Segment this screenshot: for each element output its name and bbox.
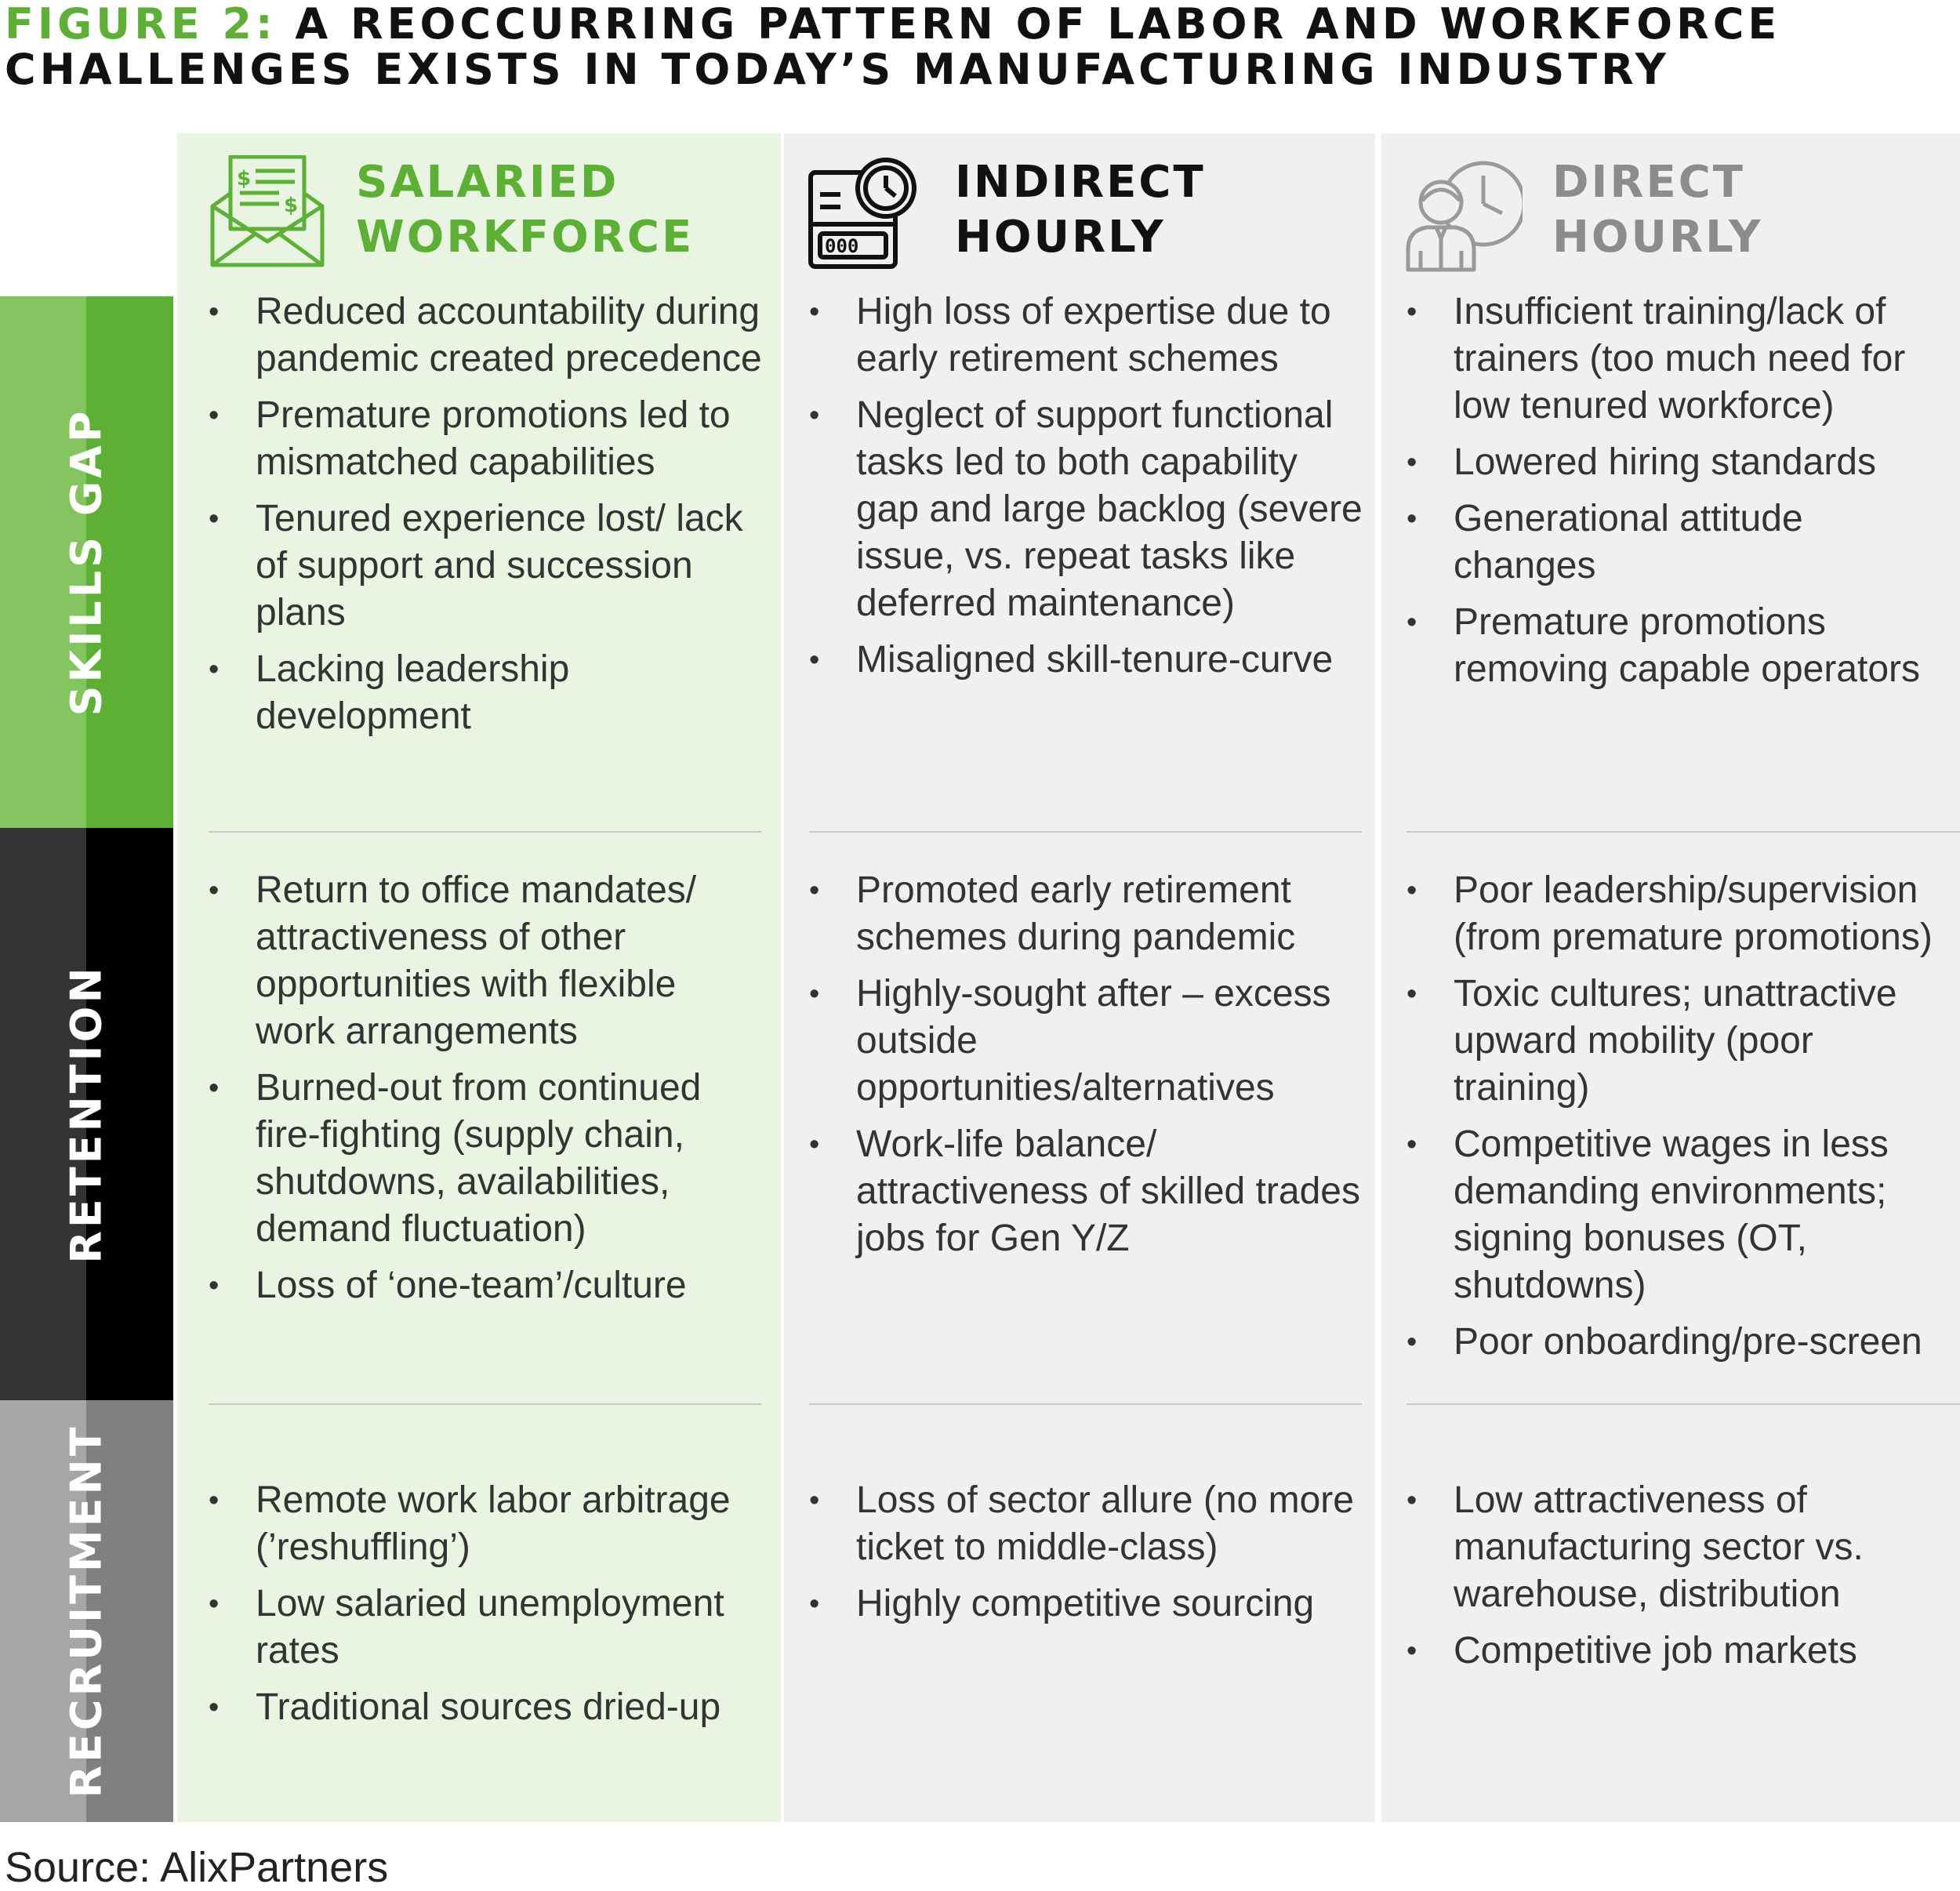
column-header-salaried: [209, 155, 773, 273]
list-item: • Low salaried unemployment rates: [209, 1581, 765, 1675]
list-item: • Loss of sector allure (no more ticket to middle-class): [809, 1477, 1367, 1571]
cell-skills-gap-salaried: [209, 289, 765, 750]
column-title-salaried: SALARIED WORKFORCE: [356, 157, 695, 263]
list-item: • Generational attitude changes: [1406, 495, 1955, 590]
list-item: • Return to office mandates/ attractiveness of other opportunities with flexible work arrangements: [209, 867, 765, 1055]
list-item: • Highly competitive sourcing: [809, 1581, 1367, 1628]
column-title-direct-hourly: DIRECT HOURLY: [1552, 157, 1763, 263]
row-divider: [809, 831, 1362, 833]
svg-text:$: $: [284, 194, 299, 217]
list-item: • Premature promotions removing capable operators: [1406, 599, 1955, 693]
list-item: • High loss of expertise due to early retirement schemes: [809, 289, 1367, 383]
cell-recruitment-salaried: [209, 1477, 765, 1740]
list-item: • Highly-sought after – excess outside opportunities/alternatives: [809, 971, 1367, 1112]
source-note: Source: AlixPartners: [5, 1844, 389, 1891]
figure-title-text: A REOCCURRING PATTERN OF LABOR AND WORKFORCE CHALLENGES EXISTS IN TODAY’S MANUFACTURING INDUSTRY: [5, 0, 1781, 94]
list-item: • Poor leadership/supervision (from premature promotions): [1406, 867, 1955, 961]
time-clock-machine-icon: [808, 155, 925, 273]
cell-recruitment-direct-hourly: [1406, 1477, 1955, 1684]
cell-skills-gap-indirect-hourly: [809, 289, 1367, 693]
list-item: • Low attractiveness of manufacturing sector vs. warehouse, distribution: [1406, 1477, 1955, 1618]
row-divider: [1406, 1403, 1960, 1405]
list-item: • Insufficient training/lack of trainers (too much need for low tenured workforce): [1406, 289, 1955, 430]
cell-recruitment-indirect-hourly: [809, 1477, 1367, 1637]
list-item: • Neglect of support functional tasks led to both capability gap and large backlog (severe issue, vs. repeat tasks like deferred maintenance): [809, 392, 1367, 627]
list-item: • Remote work labor arbitrage (’reshuffling’): [209, 1477, 765, 1571]
worker-clock-icon: [1405, 155, 1523, 273]
cell-retention-salaried: [209, 867, 765, 1319]
row-band-retention: [0, 828, 173, 1400]
list-item: • Lowered hiring standards: [1406, 439, 1955, 486]
cell-skills-gap-direct-hourly: [1406, 289, 1955, 702]
figure-label: FIGURE 2:: [5, 0, 277, 49]
list-item: • Burned-out from continued fire-fighting (supply chain, shutdowns, availabilities, demand fluctuation): [209, 1065, 765, 1253]
row-label-skills-gap: SKILLS GAP: [61, 408, 111, 717]
list-item: • Loss of ‘one-team’/culture: [209, 1262, 765, 1309]
svg-text:000: 000: [825, 235, 859, 257]
row-divider: [809, 1403, 1362, 1405]
row-divider: [209, 831, 761, 833]
row-label-retention: RETENTION: [61, 964, 111, 1264]
row-label-recruitment: RECRUITMENT: [61, 1424, 111, 1798]
list-item: • Competitive wages in less demanding environments; signing bonuses (OT, shutdowns): [1406, 1121, 1955, 1309]
list-item: • Poor onboarding/pre-screen: [1406, 1319, 1955, 1366]
list-item: • Promoted early retirement schemes during pandemic: [809, 867, 1367, 961]
list-item: • Tenured experience lost/ lack of support and succession plans: [209, 495, 765, 637]
list-item: • Competitive job markets: [1406, 1628, 1955, 1675]
row-divider: [209, 1403, 761, 1405]
list-item: • Lacking leadership development: [209, 646, 765, 740]
row-band-skills-gap: [0, 296, 173, 828]
list-item: • Premature promotions led to mismatched capabilities: [209, 392, 765, 486]
cell-retention-indirect-hourly: [809, 867, 1367, 1272]
list-item: • Misaligned skill-tenure-curve: [809, 637, 1367, 684]
column-header-indirect-hourly: [808, 155, 1356, 273]
list-item: • Toxic cultures; unattractive upward mobility (poor training): [1406, 971, 1955, 1112]
cell-retention-direct-hourly: [1406, 867, 1955, 1375]
column-header-direct-hourly: [1405, 155, 1954, 273]
row-divider: [1406, 831, 1960, 833]
column-title-indirect-hourly: INDIRECT HOURLY: [955, 157, 1206, 263]
list-item: • Reduced accountability during pandemic created precedence: [209, 289, 765, 383]
envelope-paycheck-icon: [209, 155, 326, 273]
list-item: • Work-life balance/ attractiveness of skilled trades jobs for Gen Y/Z: [809, 1121, 1367, 1262]
list-item: • Traditional sources dried-up: [209, 1684, 765, 1731]
row-band-recruitment: [0, 1400, 173, 1822]
figure-title: [5, 2, 1949, 93]
svg-text:$: $: [237, 167, 252, 191]
